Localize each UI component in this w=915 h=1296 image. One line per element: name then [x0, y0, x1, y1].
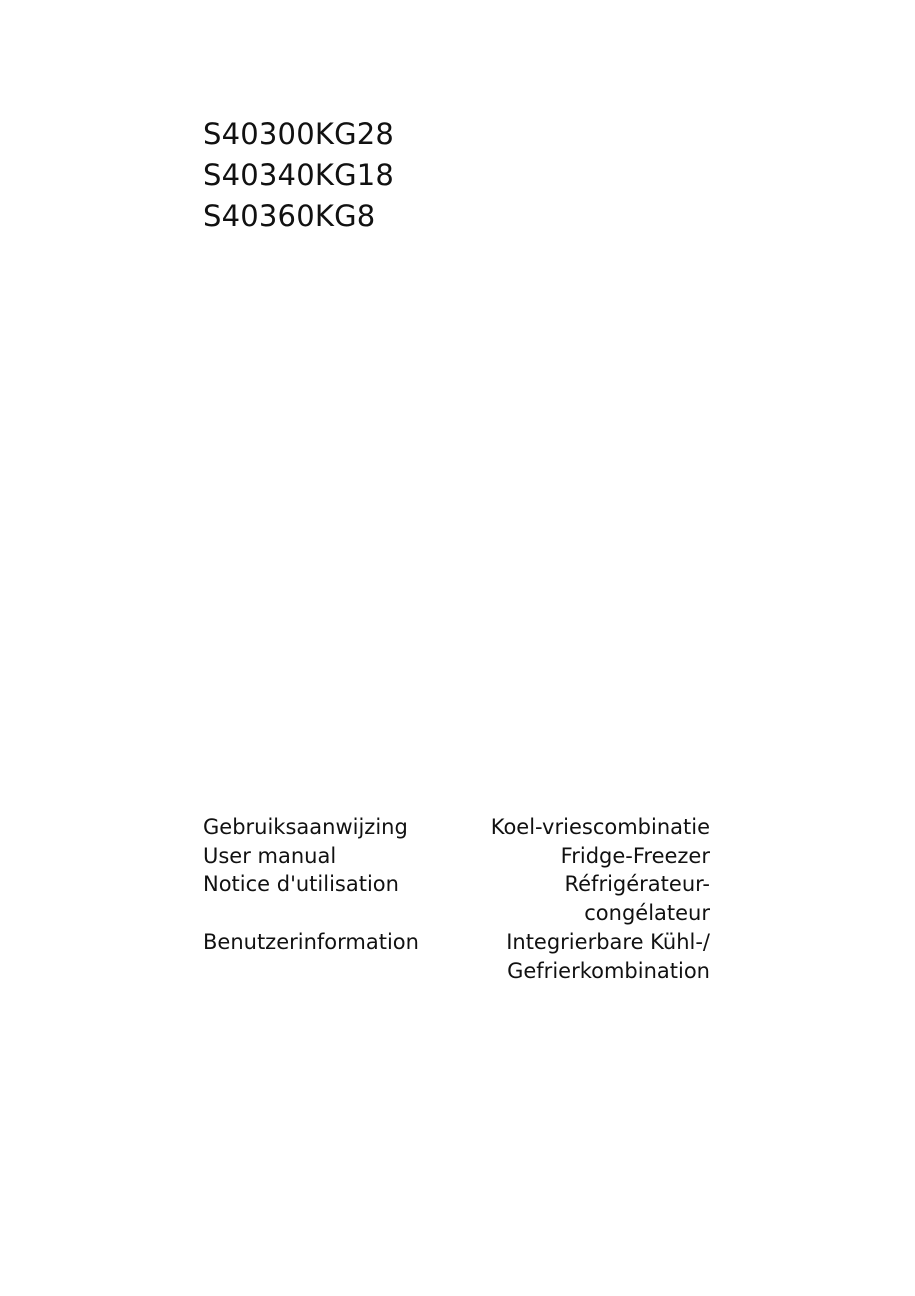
- language-row-french: [203, 870, 710, 927]
- language-list: [203, 813, 710, 985]
- description-line: Integrierbare Kühl-/: [506, 929, 710, 954]
- description-line: Fridge-Freezer: [560, 843, 710, 868]
- manual-title-french: Notice d'utilisation: [203, 872, 399, 897]
- manual-title-german: Benutzerinformation: [203, 929, 419, 954]
- model-number: S40340KG18: [203, 158, 395, 192]
- product-description-english: [561, 842, 710, 871]
- manual-title-dutch: Gebruiksaanwijzing: [203, 815, 408, 839]
- manual-title-english: User manual: [203, 843, 337, 868]
- description-line: Gefrierkombination: [507, 958, 710, 983]
- product-description-german: [506, 928, 710, 985]
- description-line: Réfrigérateur-: [564, 872, 710, 897]
- product-description-dutch: [491, 813, 710, 842]
- model-number: S40360KG8: [203, 199, 376, 233]
- model-number: S40300KG28: [203, 117, 395, 151]
- product-description-french: [564, 870, 710, 927]
- language-row-dutch: [203, 813, 710, 842]
- model-numbers: [203, 114, 394, 237]
- language-row-english: [203, 842, 710, 871]
- language-row-german: [203, 928, 710, 985]
- description-line: congélateur: [584, 901, 710, 926]
- description-line: Koel-vriescombinatie: [490, 815, 710, 839]
